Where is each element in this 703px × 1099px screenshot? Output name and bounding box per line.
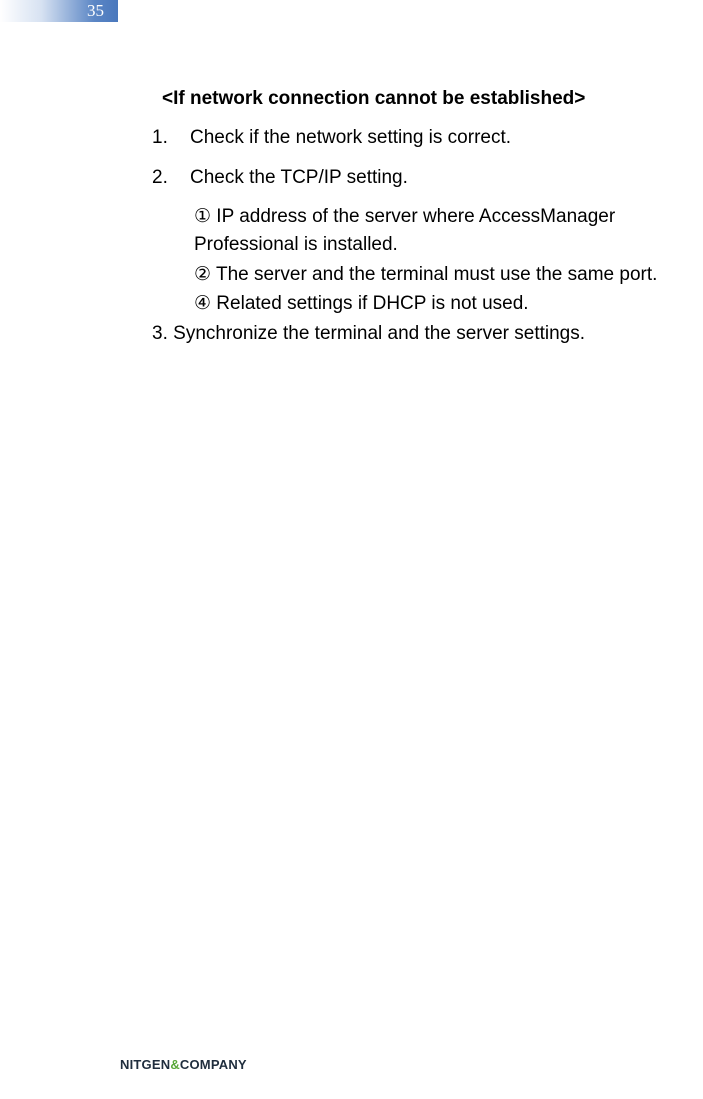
logo-text-company: COMPANY bbox=[179, 1057, 247, 1072]
logo-ampersand: & bbox=[170, 1057, 180, 1072]
substep-ip-address: ① IP address of the server where AccessManager bbox=[194, 206, 616, 227]
step-text: Check the TCP/IP setting. bbox=[190, 167, 408, 188]
step-number: 1. bbox=[152, 127, 168, 148]
section-heading: <If network connection cannot be established> bbox=[162, 88, 586, 109]
step-text: Synchronize the terminal and the server settings. bbox=[173, 323, 586, 344]
substep-dhcp: ④ Related settings if DHCP is not used. bbox=[194, 293, 529, 314]
step-text: Check if the network setting is correct. bbox=[190, 127, 512, 148]
step-1 bbox=[152, 127, 511, 149]
logo-text-nitgen: NITGEN bbox=[120, 1057, 171, 1072]
substep-ip-address-continued: Professional is installed. bbox=[194, 234, 398, 255]
step-2 bbox=[152, 167, 408, 189]
step-number: 2. bbox=[152, 167, 168, 188]
page-number: 35 bbox=[87, 1, 104, 20]
step-3 bbox=[152, 323, 585, 345]
step-number: 3. bbox=[152, 323, 168, 344]
page-number-tab bbox=[0, 0, 118, 22]
company-logo bbox=[120, 1057, 247, 1073]
substep-same-port: ② The server and the terminal must use the same port. bbox=[194, 264, 658, 285]
